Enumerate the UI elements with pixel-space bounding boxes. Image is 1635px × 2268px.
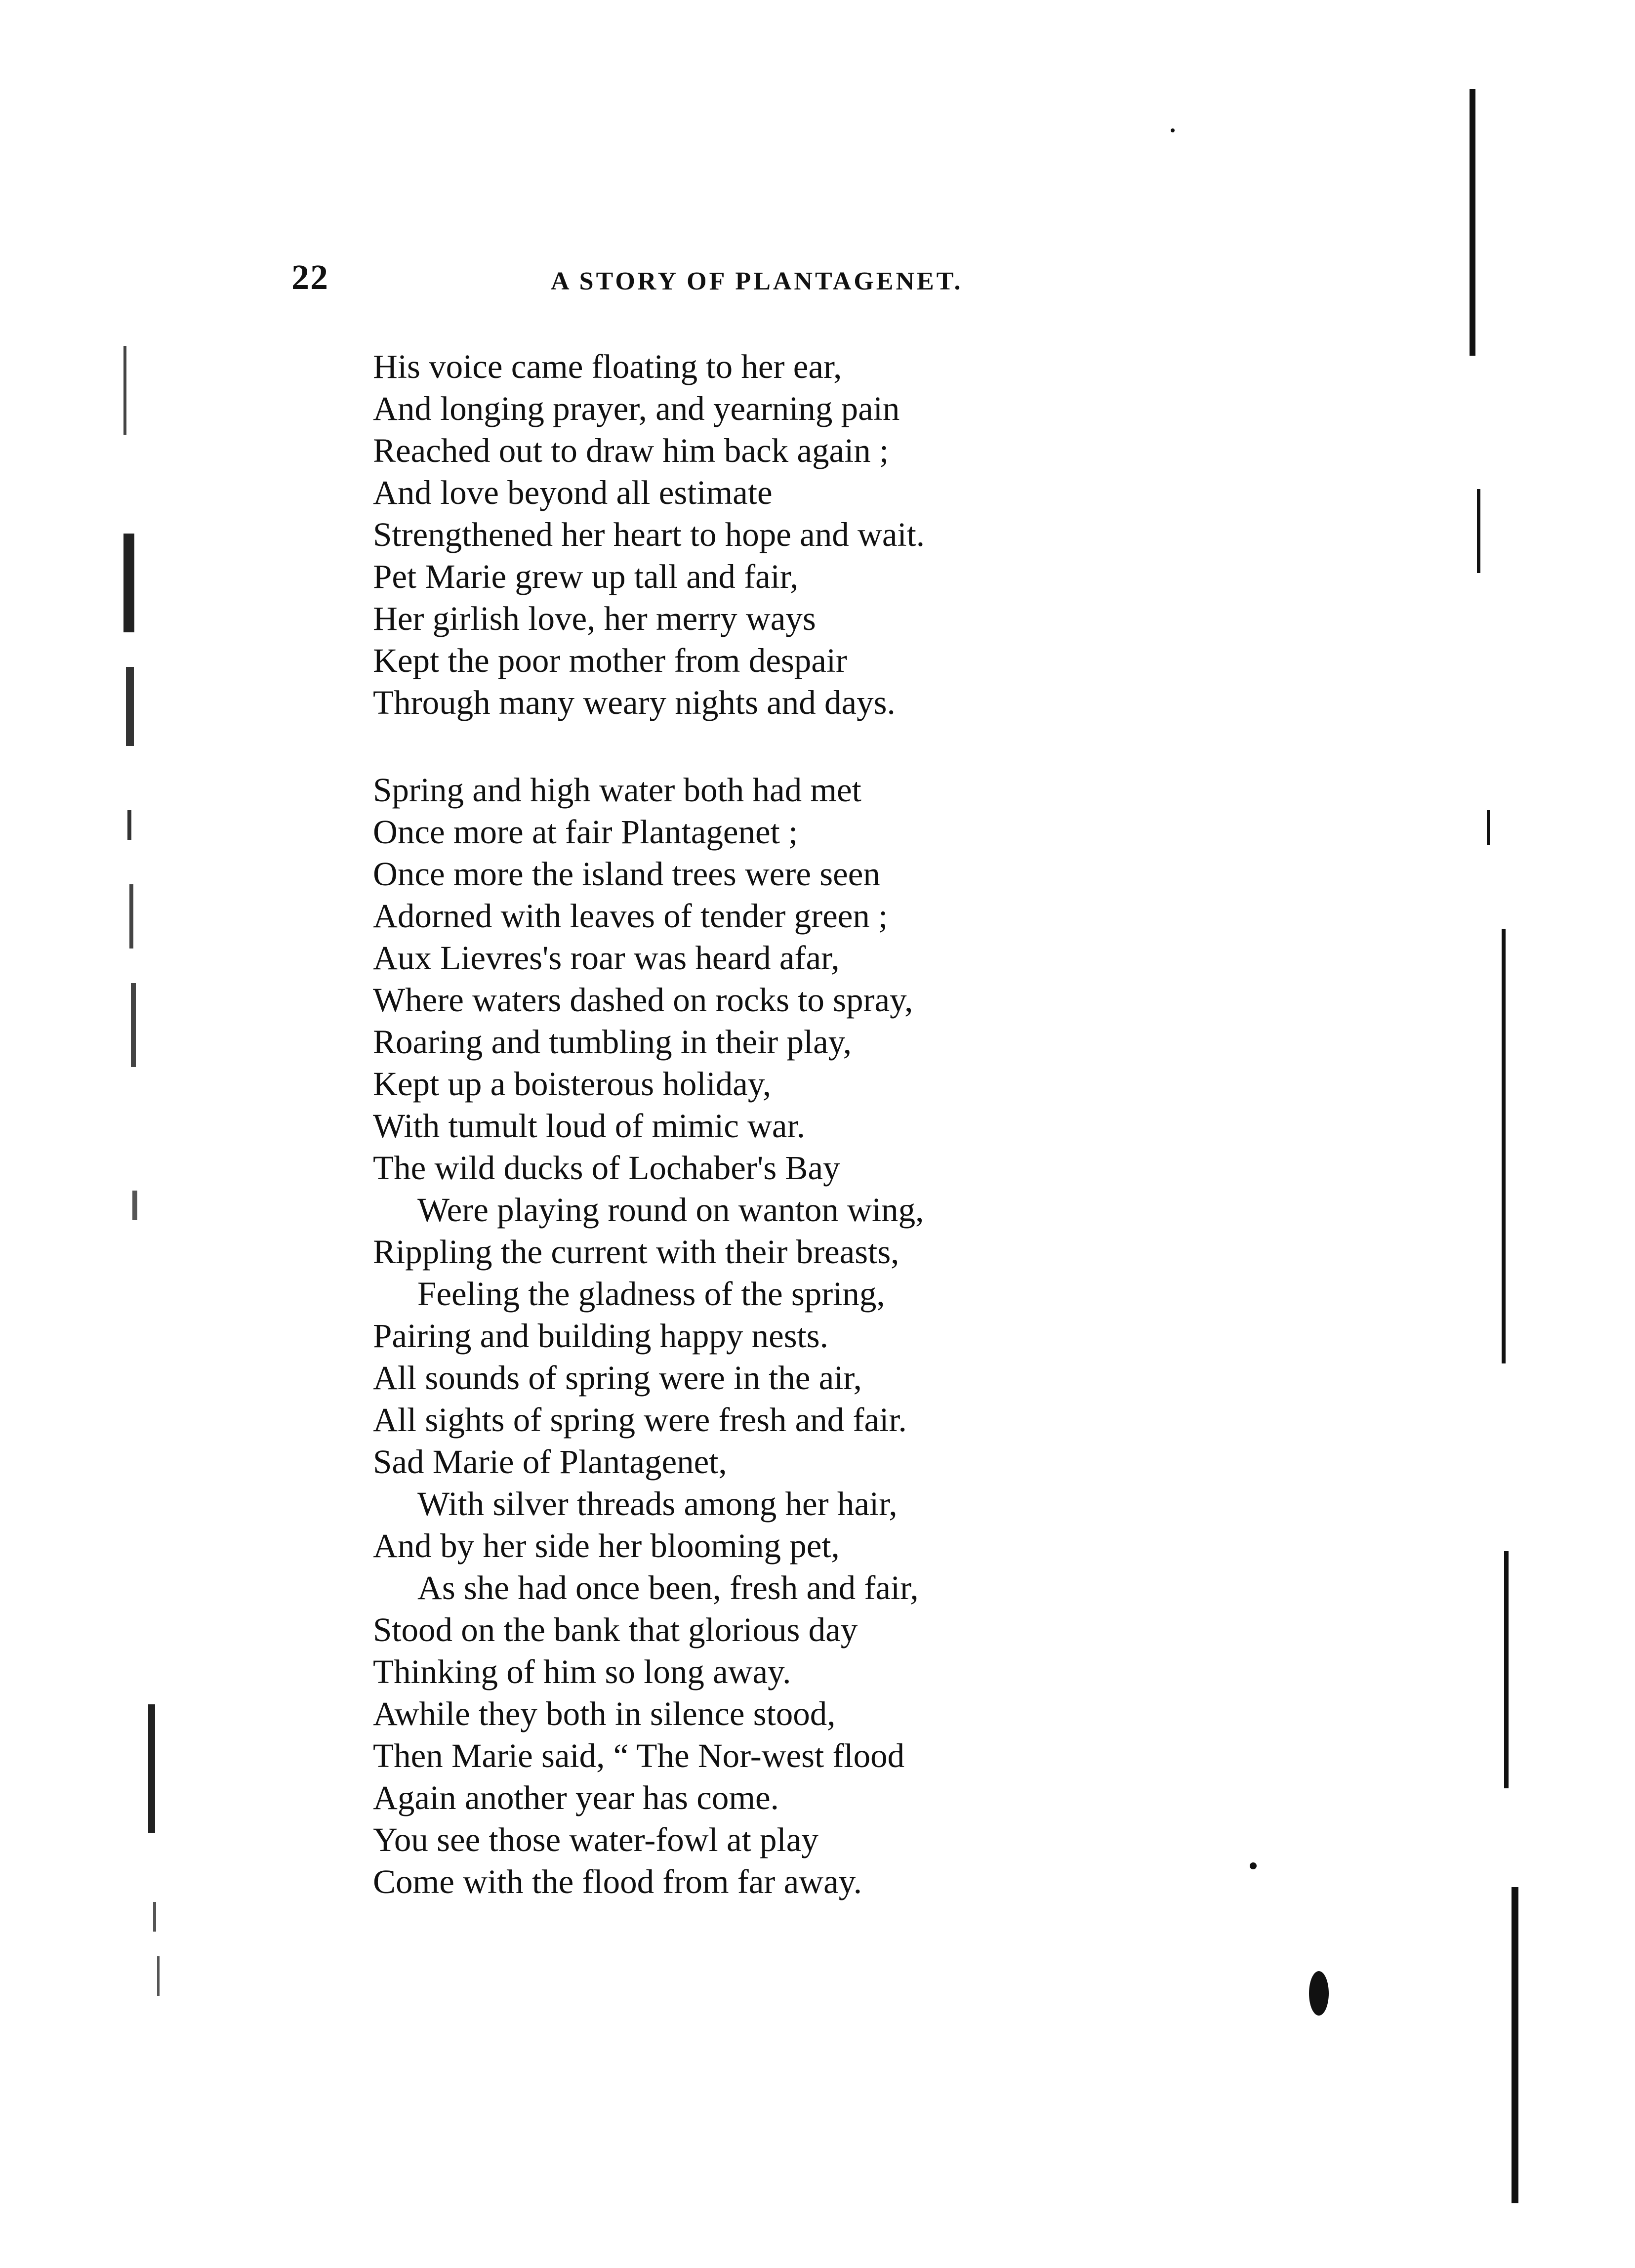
poem-line: And love beyond all estimate [373, 474, 773, 511]
scan-dot [1171, 128, 1175, 132]
scan-margin-mark [148, 1704, 155, 1833]
poem-line: Spring and high water both had met [373, 771, 861, 809]
poem-line: Feeling the gladness of the spring, [417, 1275, 885, 1313]
scan-dot [1250, 1862, 1257, 1869]
poem-line: Through many weary nights and days. [373, 684, 896, 721]
poem-line: Strengthened her heart to hope and wait. [373, 516, 925, 553]
scan-margin-mark [129, 884, 133, 948]
poem-line: Once more the island trees were seen [373, 855, 880, 893]
poem-line: Kept the poor mother from despair [373, 642, 847, 679]
poem-line: With tumult loud of mimic war. [373, 1107, 805, 1145]
scan-margin-mark [131, 983, 136, 1067]
poem-line: Aux Lievres's roar was heard afar, [373, 939, 840, 977]
poem-line: All sights of spring were fresh and fair. [373, 1401, 907, 1439]
poem-line: And by her side her blooming pet, [373, 1527, 840, 1565]
poem-line: With silver threads among her hair, [417, 1485, 898, 1523]
poem-line: Again another year has come. [373, 1779, 779, 1816]
scan-margin-mark [157, 1956, 160, 1996]
poem-line: Were playing round on wanton wing, [417, 1191, 924, 1229]
stanza-1 [373, 346, 1213, 724]
poem-line: Rippling the current with their breasts, [373, 1233, 899, 1271]
poem-line: Awhile they both in silence stood, [373, 1695, 836, 1732]
scan-margin-mark [132, 1191, 137, 1220]
scan-edge-line [1502, 929, 1506, 1363]
scan-margin-mark [127, 810, 131, 840]
poem-line: Pet Marie grew up tall and fair, [373, 558, 799, 595]
poem-line: Then Marie said, “ The Nor-west flood [373, 1737, 905, 1774]
poem-line: Her girlish love, her merry ways [373, 600, 816, 637]
poem-line: Sad Marie of Plantagenet, [373, 1443, 727, 1481]
poem-line: Roaring and tumbling in their play, [373, 1023, 852, 1061]
page-number: 22 [291, 257, 329, 297]
poem-line: As she had once been, fresh and fair, [417, 1569, 919, 1607]
scan-edge-line [1477, 489, 1480, 573]
poem-line: And longing prayer, and yearning pain [373, 390, 900, 427]
scan-edge-line [1504, 1551, 1509, 1788]
scan-blot [1309, 1971, 1329, 2016]
poem-line: You see those water-fowl at play [373, 1821, 818, 1858]
poem-line: His voice came floating to her ear, [373, 348, 842, 385]
scan-margin-mark [123, 346, 126, 435]
poem-body [373, 346, 1213, 1903]
stanza-2 [373, 769, 1213, 1903]
poem-line: Kept up a boisterous holiday, [373, 1065, 772, 1103]
stanza-break [373, 724, 1213, 769]
scan-margin-mark [126, 667, 134, 746]
running-title: A STORY OF PLANTAGENET. [551, 267, 963, 295]
poem-line: Stood on the bank that glorious day [373, 1611, 858, 1649]
poem-line: Pairing and building happy nests. [373, 1317, 828, 1355]
poem-line: The wild ducks of Lochaber's Bay [373, 1149, 840, 1187]
poem-line: Where waters dashed on rocks to spray, [373, 981, 913, 1019]
poem-line: Once more at fair Plantagenet ; [373, 813, 798, 851]
scan-edge-line [1470, 89, 1475, 356]
scan-margin-mark [123, 534, 134, 632]
poem-line: Thinking of him so long away. [373, 1653, 791, 1691]
scan-margin-mark [153, 1902, 156, 1932]
poem-line: Adorned with leaves of tender green ; [373, 897, 888, 935]
scan-edge-line [1512, 1887, 1518, 2203]
scan-edge-line [1487, 810, 1490, 845]
poem-line: All sounds of spring were in the air, [373, 1359, 862, 1397]
poem-line: Reached out to draw him back again ; [373, 432, 889, 469]
poem-line: Come with the flood from far away. [373, 1863, 862, 1900]
